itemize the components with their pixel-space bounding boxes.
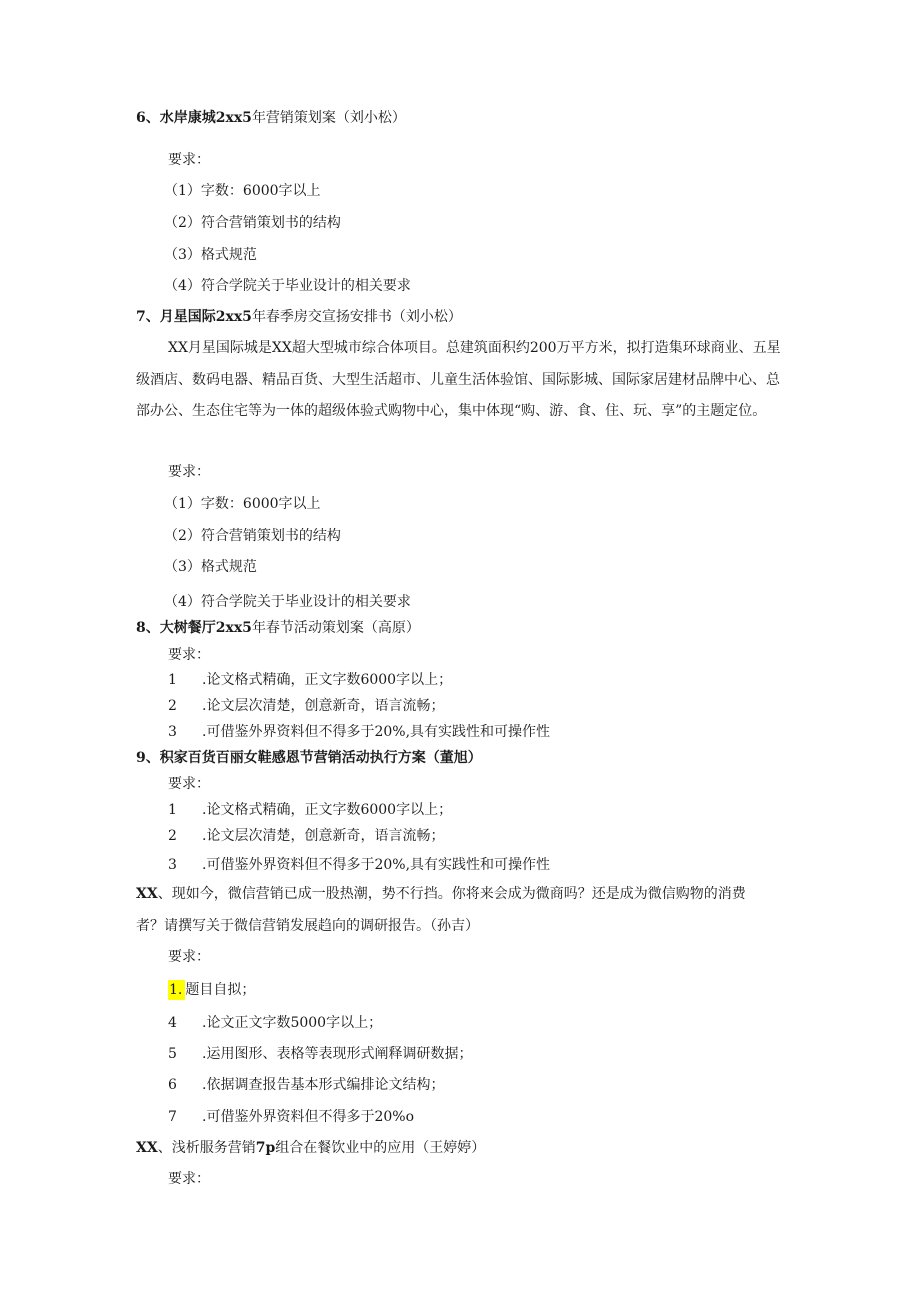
section-11-title: XX、浅析服务营销7p组合在餐饮业中的应用（王婷婷） xyxy=(136,1140,486,1156)
list-item: 4 .论文正文字数5000字以上； xyxy=(168,1015,383,1031)
list-item: （1）字数：6000字以上 xyxy=(164,183,321,199)
list-item: 1. 题目自拟； xyxy=(169,982,256,998)
requirements-label: 要求： xyxy=(168,152,210,168)
list-item: 2 .论文层次清楚，创意新奇，语言流畅； xyxy=(168,698,445,714)
list-item: （3）格式规范 xyxy=(164,559,257,575)
requirements-label: 要求： xyxy=(168,1171,210,1187)
list-item: 1 .论文格式精确，正文字数6000字以上； xyxy=(168,672,453,688)
list-item: （3）格式规范 xyxy=(164,247,257,263)
list-item: （4）符合学院关于毕业设计的相关要求 xyxy=(164,278,411,294)
list-item: 7 .可借鉴外界资料但不得多于20%o xyxy=(168,1109,414,1125)
requirements-label: 要求： xyxy=(168,949,210,965)
list-item: （4）符合学院关于毕业设计的相关要求 xyxy=(164,594,411,610)
list-item: 6 .依据调查报告基本形式编排论文结构； xyxy=(168,1077,445,1093)
requirements-label: 要求： xyxy=(168,776,210,792)
section-9-title: 9、积家百货百丽女鞋感恩节营销活动执行方案（董旭） xyxy=(136,750,482,766)
requirements-label: 要求： xyxy=(168,647,210,663)
list-item: （1）字数：6000字以上 xyxy=(164,496,321,512)
section-8-title: 8、大树餐厅2xx5年春节活动策划案（高原） xyxy=(136,620,420,636)
section-10-title-continued: 者？请撰写关于微信营销发展趋向的调研报告。（孙吉） xyxy=(136,918,479,934)
list-item: 3 .可借鉴外界资料但不得多于20%,具有实践性和可操作性 xyxy=(168,857,551,873)
list-item: （2）符合营销策划书的结构 xyxy=(164,528,341,544)
section-6-title: 6、水岸康城2xx5年营销策划案（刘小松） xyxy=(136,110,406,126)
section-7-paragraph: XX月星国际城是XX超大型城市综合体项目。总建筑面积约200万平方米，拟打造集环球商业、五星级酒店、数码电器、精品百货、大型生活超市、儿童生活体验馆、国际影城、国际家居建材品牌中心、总部办公、生态住宅等为一体的超级体验式购物中心，集中体现“购、游、食、住、玩、享”的主题定位。 xyxy=(136,340,781,419)
list-item: （2）符合营销策划书的结构 xyxy=(164,215,341,231)
list-item: 3 .可借鉴外界资料但不得多于20%,具有实践性和可操作性 xyxy=(168,724,551,740)
section-7-title: 7、月星国际2xx5年春季房交宣扬安排书（刘小松） xyxy=(136,309,462,325)
list-item: 2 .论文层次清楚，创意新奇，语言流畅； xyxy=(168,828,445,844)
list-item: 1 .论文格式精确，正文字数6000字以上； xyxy=(168,802,453,818)
section-10-title: XX、现如今，微信营销已成一股热潮，势不行挡。你将来会成为微商吗？还是成为微信购物的消费 xyxy=(136,886,746,902)
list-item: 5 .运用图形、表格等表现形式阐释调研数据； xyxy=(168,1046,473,1062)
requirements-label: 要求： xyxy=(168,464,210,480)
highlighted-number: 1. xyxy=(168,980,185,1000)
